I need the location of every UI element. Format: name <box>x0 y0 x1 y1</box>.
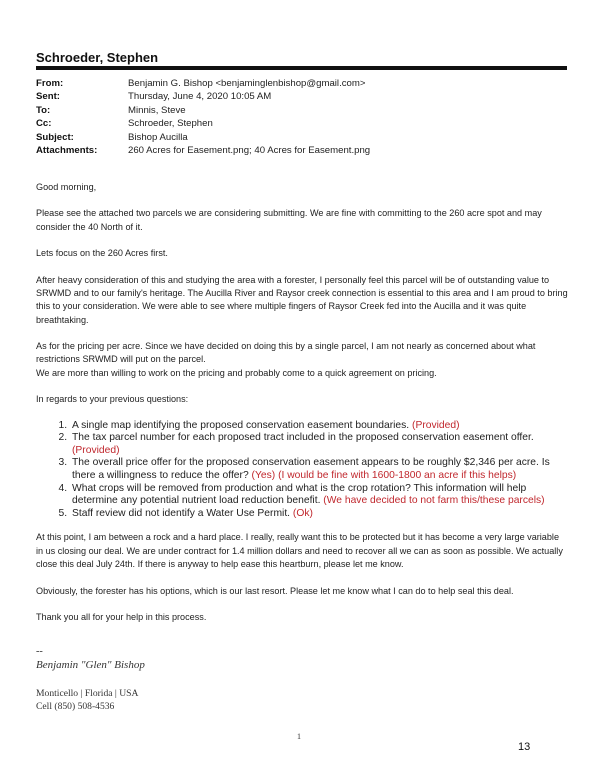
attachments-label: Attachments: <box>36 145 98 157</box>
signature-location: Monticello | Florida | USA <box>36 688 139 699</box>
question-text: What crops will be removed from production and what is the crop rotation? This information will help determine any potential nutrient load reduction benefit. <box>72 482 527 507</box>
document-stamp-number: 13 <box>518 741 531 753</box>
questions-list <box>36 420 568 521</box>
page-title: Schroeder, Stephen <box>36 50 159 65</box>
from-label: From: <box>36 78 64 89</box>
to-value: Minnis, Steve <box>128 104 186 116</box>
question-answer: (Provided) <box>412 419 460 431</box>
from-value: Benjamin G. Bishop <benjaminglenbishop@gmail.com> <box>128 78 366 89</box>
paragraph-pricing <box>36 340 568 380</box>
sent-label: Sent: <box>36 91 60 103</box>
question-item <box>70 483 568 508</box>
signature-dash: -- <box>36 646 43 657</box>
page-number: 1 <box>297 732 301 741</box>
paragraph-forester: Obviously, the forester has his options, which is our last resort. Please let me know what I can do to help seal this deal. <box>36 585 514 596</box>
attachments-value: 260 Acres for Easement.png; 40 Acres for Easement.png <box>128 145 371 157</box>
to-row <box>36 104 370 117</box>
pricing-line-2: We are more than willing to work on the pricing and probably come to a quick agreement on pricing. <box>36 367 437 378</box>
question-answer: (We have decided to not farm this/these parcels) <box>323 495 545 507</box>
cc-row <box>36 117 370 130</box>
question-answer: (Ok) <box>292 507 313 519</box>
title-rule <box>36 66 567 70</box>
paragraph-focus: Lets focus on the 260 Acres first. <box>36 248 168 259</box>
email-body <box>36 181 568 637</box>
subject-label: Subject: <box>36 131 74 143</box>
subject-row <box>36 131 370 144</box>
question-text: Staff review did not identify a Water Use Permit. <box>72 507 293 519</box>
from-row <box>36 77 370 90</box>
attachments-row <box>36 144 370 157</box>
question-item <box>70 457 568 482</box>
questions-intro: In regards to your previous questions: <box>36 394 189 405</box>
question-answer: (Provided) <box>72 444 120 456</box>
question-item <box>70 508 568 521</box>
sent-row <box>36 90 370 103</box>
question-answer: (Yes) (I would be fine with 1600-1800 an acre if this helps) <box>251 470 517 482</box>
signature-contact <box>36 688 138 713</box>
question-text: The overall price offer for the proposed conservation easement appears to be roughly $2,346 per acre. Is there a willingness to reduce the offer? <box>72 457 550 482</box>
email-header <box>36 77 370 157</box>
question-text: The tax parcel number for each proposed tract included in the proposed conservation easement offer. <box>72 432 534 444</box>
question-text: A single map identifying the proposed conservation easement boundaries. <box>72 419 413 431</box>
paragraph-situation: At this point, I am between a rock and a hard place. I really, really want this to be protected but it has become a very large variable in us closing our deal. We are under contract for 1.4 million dollars and need to recover all we can as soon as possible. We actually close this deal July 24th. If there is anyway to help ease this heartburn, please let me know. <box>36 532 563 570</box>
sent-value: Thursday, June 4, 2020 10:05 AM <box>128 91 272 103</box>
signature <box>36 646 145 671</box>
pricing-line-1: As for the pricing per acre. Since we have decided on doing this by a single parcel, I am not nearly as concerned about what restrictions SRWMD will put on the parcel. <box>36 341 536 365</box>
cc-value: Schroeder, Stephen <box>128 118 213 130</box>
signature-name: Benjamin "Glen" Bishop <box>36 659 145 671</box>
signature-phone: Cell (850) 508-4536 <box>36 700 115 712</box>
subject-value: Bishop Aucilla <box>128 131 188 143</box>
question-item <box>70 420 568 433</box>
paragraph-parcels: Please see the attached two parcels we are considering submitting. We are fine with committing to the 260 acre spot and may consider the 40 North of it. <box>36 208 542 232</box>
greeting: Good morning, <box>36 182 97 192</box>
paragraph-consideration: After heavy consideration of this and studying the area with a forester, I personally feel this parcel will be of outstanding value to SRWMD and to our family's heritage. The Aucilla River and Raysor creek connection is essential to this area and I am proud to bring this to your consideration. We were able to see where multiple fingers of Raysor Creek fed into the Aucilla and it was quite breathtaking. <box>36 274 568 325</box>
to-label: To: <box>36 104 51 116</box>
question-item <box>70 432 568 457</box>
cc-label: Cc: <box>36 118 52 130</box>
paragraph-thanks: Thank you all for your help in this process. <box>36 612 207 622</box>
